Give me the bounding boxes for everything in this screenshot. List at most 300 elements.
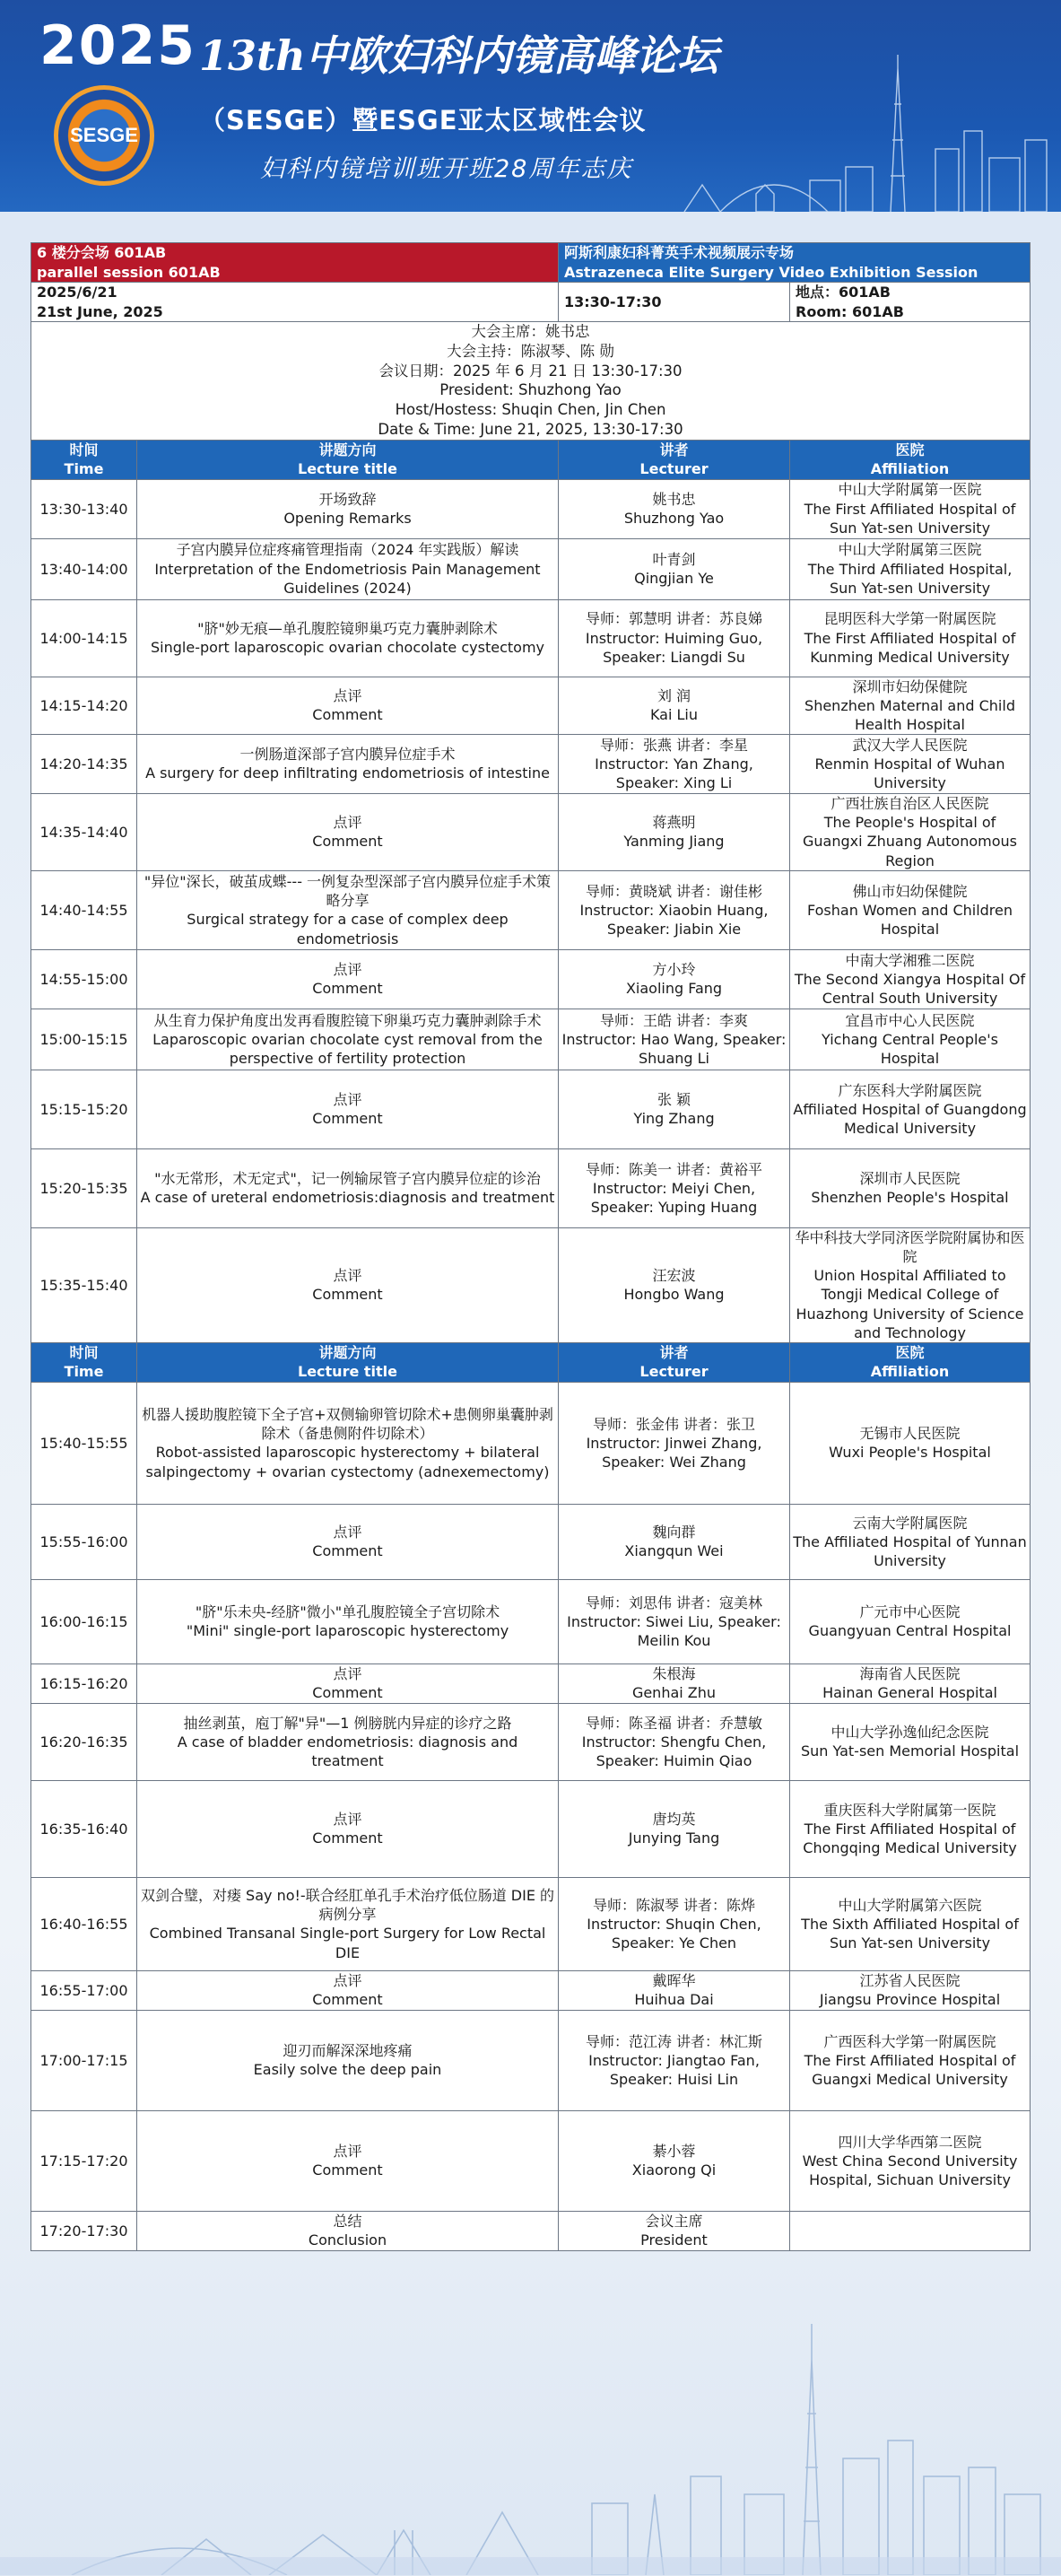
row-time: 16:15-16:20	[31, 1663, 137, 1703]
row-affiliation-cn: 云南大学附属医院	[852, 1514, 968, 1532]
row-lecturer-en: Instructor: Xiaobin Huang, Speaker: Jiabin Xie	[579, 901, 769, 938]
row-time: 16:55-17:00	[31, 1970, 137, 2010]
row-lecture-title	[137, 793, 559, 870]
row-affiliation	[790, 734, 1031, 793]
row-affiliation-cn: 中南大学湘雅二医院	[845, 951, 975, 969]
schedule-row	[31, 479, 1031, 538]
row-lecturer	[559, 1070, 790, 1148]
column-affiliation-header	[790, 440, 1031, 479]
row-affiliation-en: Shenzhen People's Hospital	[811, 1189, 1009, 1207]
row-affiliation-cn: 无锡市人民医院	[859, 1425, 961, 1443]
column-lecture-title-header	[137, 440, 559, 479]
row-lecture-title-en: Comment	[312, 980, 383, 998]
row-lecture-title-cn: 双剑合璧，对瘘 Say no!-联合经肛单孔手术治疗低位肠道 DIE 的病例分享	[140, 1887, 555, 1924]
column-affiliation-header-cn: 医院	[895, 1344, 925, 1362]
row-lecturer-cn: 戴晖华	[652, 1972, 696, 1990]
row-lecturer-cn: 导师：刘思伟 讲者：寇美林	[585, 1594, 763, 1611]
row-lecturer-en: President	[640, 2231, 708, 2249]
row-lecturer-cn: 姚书忠	[652, 490, 696, 508]
row-lecture-title-cn: "脐"乐未央-经脐"微小"单孔腹腔镜全子宫切除术	[195, 1603, 500, 1621]
row-lecturer-cn: 朱根海	[652, 1665, 696, 1683]
banner-year: 2025	[39, 14, 196, 77]
row-lecture-title-cn: "水无常形，术无定式"，记一例输尿管子宫内膜异位症的诊治	[154, 1170, 541, 1188]
row-lecture-title-cn: 点评	[333, 2143, 362, 2161]
row-lecture-title-en: Comment	[312, 1684, 383, 1702]
row-lecturer	[559, 1009, 790, 1070]
row-lecturer-cn: 汪宏波	[652, 1267, 696, 1285]
row-affiliation-cn: 深圳市人民医院	[859, 1170, 961, 1188]
row-affiliation-cn: 四川大学华西第二医院	[838, 2133, 982, 2151]
row-lecturer-en: Huihua Dai	[634, 1991, 714, 2009]
row-time: 15:55-16:00	[31, 1504, 137, 1579]
row-lecture-title	[137, 538, 559, 599]
session-room	[31, 243, 559, 283]
row-lecture-title-en: Comment	[312, 833, 383, 851]
row-lecturer-en: Instructor: Shengfu Chen, Speaker: Huimin Qiao	[581, 1733, 767, 1769]
schedule-table	[30, 242, 1031, 2251]
row-time: 14:40-14:55	[31, 870, 137, 949]
row-affiliation-cn: 深圳市妇幼保健院	[852, 677, 968, 695]
row-time: 14:15-14:20	[31, 677, 137, 734]
row-lecturer	[559, 734, 790, 793]
row-lecture-title	[137, 1780, 559, 1877]
column-time-header	[31, 440, 137, 479]
column-lecturer-header	[559, 440, 790, 479]
row-lecture-title	[137, 1504, 559, 1579]
row-affiliation-en: The Second Xiangya Hospital Of Central South University	[794, 970, 1026, 1007]
row-affiliation-en: Shenzhen Maternal and Child Health Hospital	[804, 696, 1015, 733]
schedule-row	[31, 2010, 1031, 2110]
city-skyline-graphic	[666, 50, 1061, 212]
row-affiliation-cn: 中山大学附属第三医院	[838, 541, 982, 559]
column-lecturer-header-cn: 讲者	[659, 441, 689, 458]
row-affiliation	[790, 677, 1031, 734]
row-lecturer-en: Instructor: Shuqin Chen, Speaker: Ye Chen	[587, 1915, 761, 1952]
column-time-header-en: Time	[64, 1363, 104, 1381]
row-affiliation	[790, 2110, 1031, 2211]
row-lecturer-en: Ying Zhang	[633, 1110, 715, 1128]
row-lecturer-cn: 导师：王皓 讲者：李爽	[599, 1011, 749, 1029]
row-time: 17:15-17:20	[31, 2110, 137, 2211]
row-lecture-title-en: Robot-assisted laparoscopic hysterectomy + bilateral salpingectomy + ovarian cystectomy (adnexemectomy)	[145, 1444, 550, 1480]
row-affiliation-cn: 佛山市妇幼保健院	[852, 882, 968, 900]
row-affiliation-cn: 广元市中心医院	[859, 1603, 961, 1621]
row-lecturer-cn: 导师：张金伟 讲者：张卫	[592, 1415, 756, 1433]
schedule-row	[31, 870, 1031, 949]
row-affiliation	[790, 1703, 1031, 1780]
schedule-row	[31, 734, 1031, 793]
row-lecture-title-en: "Mini" single-port laparoscopic hysterectomy	[186, 1622, 509, 1640]
row-affiliation-cn: 海南省人民医院	[859, 1665, 961, 1683]
column-lecture-title-header-cn: 讲题方向	[318, 441, 377, 458]
row-time: 17:20-17:30	[31, 2211, 137, 2250]
president-cn: 大会主席：姚书忠	[471, 323, 590, 340]
row-affiliation	[790, 949, 1031, 1009]
row-lecturer-cn: 导师：陈圣福 讲者：乔慧敏	[585, 1714, 763, 1732]
row-lecturer	[559, 793, 790, 870]
row-affiliation-en: Renmin Hospital of Wuhan University	[814, 755, 1005, 791]
column-affiliation-header	[790, 1342, 1031, 1382]
row-affiliation	[790, 538, 1031, 599]
logo-text: SESGE	[70, 124, 138, 146]
meeting-date-cn: 会议日期：2025 年 6 月 21 日 13:30-17:30	[378, 362, 683, 380]
row-lecture-title-cn: 点评	[333, 961, 362, 979]
row-lecturer	[559, 1663, 790, 1703]
row-lecturer-en: Junying Tang	[628, 1829, 720, 1847]
schedule-row	[31, 1504, 1031, 1579]
row-time: 14:55-15:00	[31, 949, 137, 1009]
session-topic-en: Astrazeneca Elite Surgery Video Exhibition Session	[564, 263, 978, 281]
row-lecture-title	[137, 1877, 559, 1970]
row-lecturer-en: Instructor: Siwei Liu, Speaker: Meilin Kou	[567, 1612, 781, 1649]
row-lecturer-en: Qingjian Ye	[634, 570, 714, 588]
banner-title: 13th中欧妇科内镜高峰论坛	[199, 31, 718, 80]
row-time: 13:30-13:40	[31, 479, 137, 538]
row-lecturer-cn: 会议主席	[645, 2213, 703, 2231]
row-lecturer	[559, 2110, 790, 2211]
schedule-row	[31, 1579, 1031, 1663]
row-affiliation-cn: 中山大学附属第六医院	[838, 1896, 982, 1914]
session-date-en: 21st June, 2025	[37, 302, 163, 320]
row-lecture-title-en: Comment	[312, 1991, 383, 2009]
row-lecturer-en: Instructor: Jinwei Zhang, Speaker: Wei Zhang	[586, 1434, 762, 1471]
schedule-row	[31, 1663, 1031, 1703]
row-lecture-title	[137, 870, 559, 949]
row-lecture-title-cn: 从生育力保护角度出发再看腹腔镜下卵巢巧克力囊肿剥除手术	[153, 1011, 542, 1029]
row-lecturer	[559, 1877, 790, 1970]
row-lecturer-en: Instructor: Meiyi Chen, Speaker: Yuping Huang	[590, 1179, 758, 1216]
row-affiliation-en: Guangyuan Central Hospital	[808, 1622, 1012, 1640]
row-affiliation-cn: 武汉大学人民医院	[852, 736, 968, 754]
row-lecturer	[559, 2211, 790, 2250]
row-affiliation	[790, 2010, 1031, 2110]
row-lecture-title-en: A case of bladder endometriosis: diagnosis and treatment	[177, 1733, 518, 1769]
row-lecturer-cn: 刘 润	[657, 687, 691, 705]
city-skyline-bottom-graphic	[0, 2306, 1061, 2575]
row-lecturer	[559, 949, 790, 1009]
row-affiliation-en: The Third Affiliated Hospital, Sun Yat-sen University	[807, 560, 1013, 597]
row-lecturer	[559, 1504, 790, 1579]
row-lecturer	[559, 1148, 790, 1227]
row-lecture-title-cn: 迎刃而解深深地疼痛	[283, 2042, 413, 2060]
row-lecture-title	[137, 1703, 559, 1780]
row-lecturer-en: Instructor: Huiming Guo, Speaker: Liangdi Su	[585, 629, 763, 666]
row-lecturer	[559, 1579, 790, 1663]
row-lecture-title	[137, 2110, 559, 2211]
row-lecture-title-cn: 点评	[333, 1524, 362, 1541]
row-lecture-title-en: Single-port laparoscopic ovarian chocolate cystectomy	[151, 639, 544, 657]
row-lecture-title	[137, 1970, 559, 2010]
schedule-row	[31, 1382, 1031, 1504]
row-affiliation-en: The People's Hospital of Guangxi Zhuang Autonomous Region	[803, 814, 1017, 869]
row-lecture-title-cn: 点评	[333, 687, 362, 705]
row-lecture-title-en: Opening Remarks	[283, 510, 412, 528]
row-lecture-title-cn: 一例肠道深部子宫内膜异位症手术	[239, 746, 456, 764]
row-affiliation-en: Wuxi People's Hospital	[829, 1444, 991, 1462]
schedule-row	[31, 1970, 1031, 2010]
row-lecture-title	[137, 1070, 559, 1148]
row-affiliation-cn: 昆明医科大学第一附属医院	[823, 610, 996, 628]
row-lecture-title	[137, 1148, 559, 1227]
row-affiliation-cn: 江苏省人民医院	[859, 1972, 961, 1990]
row-lecture-title-en: Surgical strategy for a case of complex deep endometriosis	[187, 911, 509, 947]
row-lecture-title-en: Comment	[312, 2161, 383, 2179]
row-lecturer-en: Shuzhong Yao	[623, 510, 725, 528]
row-affiliation	[790, 1504, 1031, 1579]
row-lecture-title-en: Comment	[312, 1286, 383, 1304]
row-lecturer	[559, 1227, 790, 1342]
banner-subtitle: （SESGE）暨ESGE亚太区域性会议	[199, 105, 647, 135]
row-lecturer-en: Xiaoling Fang	[625, 980, 723, 998]
schedule-row	[31, 1070, 1031, 1148]
row-lecture-title	[137, 2010, 559, 2110]
row-lecture-title	[137, 1382, 559, 1504]
row-lecture-title-cn: 机器人援助腹腔镜下全子宫+双侧输卵管切除术+患侧卵巢囊肿剥除术（备患侧附件切除术）	[142, 1406, 553, 1443]
row-lecturer-cn: 叶青剑	[652, 550, 696, 568]
column-lecturer-header-en: Lecturer	[639, 1363, 709, 1381]
row-affiliation	[790, 1780, 1031, 1877]
row-affiliation-cn: 重庆医科大学附属第一医院	[823, 1801, 996, 1819]
row-affiliation	[790, 1382, 1031, 1504]
row-affiliation-en: The First Affiliated Hospital of Sun Yat-sen University	[804, 500, 1016, 537]
row-lecture-title-en: Comment	[312, 1110, 383, 1128]
row-time: 14:20-14:35	[31, 734, 137, 793]
row-lecture-title-en: Comment	[312, 1542, 383, 1560]
row-lecture-title-cn: 点评	[333, 1665, 362, 1683]
row-affiliation-en: The Affiliated Hospital of Yunnan University	[793, 1533, 1027, 1569]
row-affiliation-cn: 广西医科大学第一附属医院	[823, 2032, 996, 2050]
row-lecturer	[559, 538, 790, 599]
row-lecture-title-cn: 总结	[333, 2213, 362, 2231]
row-affiliation	[790, 1970, 1031, 2010]
row-lecturer	[559, 870, 790, 949]
row-lecturer-en: Xiaorong Qi	[631, 2161, 717, 2179]
row-lecturer-cn: 导师：郭慧明 讲者：苏良娣	[585, 610, 763, 628]
row-lecture-title-en: Combined Transanal Single-port Surgery for Low Rectal DIE	[149, 1925, 546, 1961]
session-topic-cn: 阿斯利康妇科菁英手术视频展示专场	[564, 244, 795, 262]
row-lecturer-cn: 唐均英	[652, 1811, 696, 1829]
session-date	[31, 283, 559, 322]
column-lecture-title-header-cn: 讲题方向	[318, 1344, 377, 1362]
row-lecture-title	[137, 479, 559, 538]
row-lecture-title	[137, 599, 559, 677]
row-affiliation	[790, 1009, 1031, 1070]
schedule-row	[31, 538, 1031, 599]
session-place-en: Room: 601AB	[796, 302, 904, 320]
row-affiliation-cn: 宜昌市中心人民医院	[845, 1011, 975, 1029]
row-lecture-title-en: A case of ureteral endometriosis:diagnosis and treatment	[140, 1189, 555, 1207]
row-time: 13:40-14:00	[31, 538, 137, 599]
row-time: 15:20-15:35	[31, 1148, 137, 1227]
banner-tagline: 妇科内镜培训班开班28周年志庆	[260, 155, 633, 183]
row-affiliation	[790, 1579, 1031, 1663]
row-lecturer	[559, 1780, 790, 1877]
row-lecturer-en: Instructor: Hao Wang, Speaker: Shuang Li	[561, 1030, 787, 1067]
row-affiliation	[790, 1877, 1031, 1970]
row-affiliation	[790, 870, 1031, 949]
row-affiliation-en: Foshan Women and Children Hospital	[807, 901, 1013, 938]
row-lecturer	[559, 1970, 790, 2010]
row-lecturer-cn: 导师：张燕 讲者：李星	[599, 736, 749, 754]
session-place	[790, 283, 1031, 322]
column-lecture-title-header	[137, 1342, 559, 1382]
row-affiliation-en: The First Affiliated Hospital of Guangxi Medical University	[804, 2051, 1016, 2088]
row-lecturer	[559, 1703, 790, 1780]
row-lecture-title-en: Comment	[312, 706, 383, 724]
row-lecturer-cn: 导师：范江涛 讲者：林汇斯	[585, 2032, 763, 2050]
row-affiliation	[790, 2211, 1031, 2250]
row-time: 14:35-14:40	[31, 793, 137, 870]
hosts-cn: 大会主持：陈淑琴、陈 勋	[447, 342, 614, 360]
column-affiliation-header-en: Affiliation	[870, 460, 950, 478]
row-lecturer-cn: 方小玲	[652, 961, 696, 979]
row-time: 14:00-14:15	[31, 599, 137, 677]
row-affiliation-en: The First Affiliated Hospital of Chongqing Medical University	[803, 1820, 1017, 1856]
session-time: 13:30-17:30	[559, 283, 790, 322]
row-affiliation	[790, 1663, 1031, 1703]
row-affiliation-en: Union Hospital Affiliated to Tongji Medical College of Huazhong University of Science and Technology	[796, 1267, 1024, 1341]
schedule-row	[31, 677, 1031, 734]
row-lecturer-cn: 导师：陈美一 讲者：黄裕平	[585, 1160, 763, 1178]
row-lecturer-cn: 綦小蓉	[652, 2143, 696, 2161]
schedule-row	[31, 793, 1031, 870]
row-lecturer	[559, 479, 790, 538]
row-lecturer-en: Kai Liu	[649, 706, 699, 724]
row-lecture-title	[137, 677, 559, 734]
row-time: 16:20-16:35	[31, 1703, 137, 1780]
session-room-en: parallel session 601AB	[37, 263, 221, 281]
row-affiliation	[790, 1070, 1031, 1148]
row-lecture-title	[137, 2211, 559, 2250]
row-lecture-title-cn: "异位"深长，破茧成蝶--- 一例复杂型深部子宫内膜异位症手术策略分享	[143, 873, 552, 910]
row-lecture-title-cn: 点评	[333, 1972, 362, 1990]
row-affiliation-cn: 中山大学孙逸仙纪念医院	[831, 1724, 989, 1742]
session-info-row	[31, 283, 1031, 322]
row-affiliation-cn: 广东医科大学附属医院	[838, 1081, 982, 1099]
row-lecture-title	[137, 734, 559, 793]
row-affiliation	[790, 793, 1031, 870]
row-lecture-title-en: Easily solve the deep pain	[253, 2061, 442, 2079]
row-lecture-title-cn: 抽丝剥茧，庖丁解"异"—1 例膀胱内异症的诊疗之路	[183, 1714, 512, 1732]
row-lecturer-en: Instructor: Jiangtao Fan, Speaker: Huisi Lin	[588, 2051, 760, 2088]
row-lecturer-en: Genhai Zhu	[631, 1684, 717, 1702]
session-date-cn: 2025/6/21	[37, 284, 117, 301]
row-lecture-title-cn: "脐"妙无痕—单孔腹腔镜卵巢巧克力囊肿剥除术	[197, 619, 498, 637]
column-time-header	[31, 1342, 137, 1382]
row-time: 16:40-16:55	[31, 1877, 137, 1970]
column-header-row	[31, 440, 1031, 479]
schedule-row	[31, 1009, 1031, 1070]
row-lecture-title	[137, 1663, 559, 1703]
row-lecturer-en: Hongbo Wang	[623, 1286, 725, 1304]
session-topic	[559, 243, 1031, 283]
row-time: 16:00-16:15	[31, 1579, 137, 1663]
row-lecturer-cn: 导师：黄晓斌 讲者：谢佳彬	[585, 882, 763, 900]
row-affiliation-en: Yichang Central People's Hospital	[822, 1030, 999, 1067]
hosts-row	[31, 322, 1031, 441]
row-affiliation	[790, 1148, 1031, 1227]
row-lecture-title-en: Comment	[312, 1829, 383, 1847]
row-time: 15:35-15:40	[31, 1227, 137, 1342]
row-affiliation-en: Affiliated Hospital of Guangdong Medical University	[793, 1100, 1027, 1137]
row-lecturer-cn: 蒋燕明	[652, 814, 696, 832]
row-lecture-title	[137, 1579, 559, 1663]
column-time-header-cn: 时间	[69, 441, 99, 458]
schedule-row	[31, 1780, 1031, 1877]
row-affiliation	[790, 599, 1031, 677]
meeting-date-en: Date & Time: June 21, 2025, 13:30-17:30	[378, 420, 683, 438]
session-banner-row	[31, 243, 1031, 283]
schedule-row	[31, 1227, 1031, 1342]
schedule-row	[31, 1703, 1031, 1780]
column-time-header-en: Time	[64, 460, 104, 478]
sesge-logo	[54, 85, 154, 186]
row-lecture-title-cn: 子宫内膜异位症疼痛管理指南（2024 年实践版）解读	[176, 541, 519, 559]
row-lecturer-en: Instructor: Yan Zhang, Speaker: Xing Li	[595, 755, 753, 791]
row-lecture-title-cn: 开场致辞	[318, 490, 377, 508]
schedule-row	[31, 1877, 1031, 1970]
row-affiliation	[790, 1227, 1031, 1342]
row-affiliation-en: The First Affiliated Hospital of Kunming Medical University	[804, 629, 1016, 666]
row-lecture-title	[137, 1009, 559, 1070]
row-lecture-title-en: A surgery for deep infiltrating endometriosis of intestine	[145, 764, 550, 782]
row-lecturer	[559, 599, 790, 677]
session-room-cn: 6 楼分会场 601AB	[37, 244, 167, 262]
row-lecture-title	[137, 949, 559, 1009]
row-lecture-title-en: Laparoscopic ovarian chocolate cyst removal from the perspective of fertility protection	[152, 1030, 543, 1067]
row-lecturer	[559, 1382, 790, 1504]
column-lecturer-header	[559, 1342, 790, 1382]
column-lecturer-header-cn: 讲者	[659, 1344, 689, 1362]
column-affiliation-header-cn: 医院	[895, 441, 925, 458]
row-affiliation-en: The Sixth Affiliated Hospital of Sun Yat-sen University	[801, 1915, 1019, 1952]
row-lecturer-en: Yanming Jiang	[623, 833, 725, 851]
row-time: 16:35-16:40	[31, 1780, 137, 1877]
schedule-row	[31, 1148, 1031, 1227]
schedule-row	[31, 599, 1031, 677]
row-lecture-title-cn: 点评	[333, 814, 362, 832]
row-affiliation-cn: 广西壮族自治区人民医院	[831, 795, 989, 813]
row-affiliation-en: Sun Yat-sen Memorial Hospital	[801, 1742, 1020, 1760]
row-affiliation-en: West China Second University Hospital, Sichuan University	[802, 2152, 1018, 2188]
row-lecturer	[559, 2010, 790, 2110]
row-time: 15:40-15:55	[31, 1382, 137, 1504]
column-lecture-title-header-en: Lecture title	[298, 460, 397, 478]
row-lecture-title	[137, 1227, 559, 1342]
row-lecture-title-cn: 点评	[333, 1267, 362, 1285]
row-lecturer-cn: 导师：陈淑琴 讲者：陈烨	[592, 1896, 756, 1914]
row-affiliation-cn: 华中科技大学同济医学院附属协和医院	[795, 1229, 1025, 1266]
row-time: 15:00-15:15	[31, 1009, 137, 1070]
column-affiliation-header-en: Affiliation	[870, 1363, 950, 1381]
row-affiliation-en: Hainan General Hospital	[822, 1684, 997, 1702]
row-affiliation-en: Jiangsu Province Hospital	[819, 1991, 1001, 2009]
column-lecture-title-header-en: Lecture title	[298, 1363, 397, 1381]
row-lecture-title-cn: 点评	[333, 1091, 362, 1109]
row-lecturer-cn: 张 颖	[657, 1091, 691, 1109]
column-time-header-cn: 时间	[69, 1344, 99, 1362]
row-lecturer-en: Xiangqun Wei	[624, 1542, 724, 1560]
schedule-row	[31, 949, 1031, 1009]
schedule-row	[31, 2211, 1031, 2250]
column-header-row	[31, 1342, 1031, 1382]
row-lecture-title-en: Interpretation of the Endometriosis Pain Management Guidelines (2024)	[154, 560, 541, 597]
schedule-row	[31, 2110, 1031, 2211]
hosts-en: Host/Hostess: Shuqin Chen, Jin Chen	[395, 401, 666, 419]
row-lecturer-cn: 魏向群	[652, 1524, 696, 1541]
row-time: 15:15-15:20	[31, 1070, 137, 1148]
row-affiliation	[790, 479, 1031, 538]
